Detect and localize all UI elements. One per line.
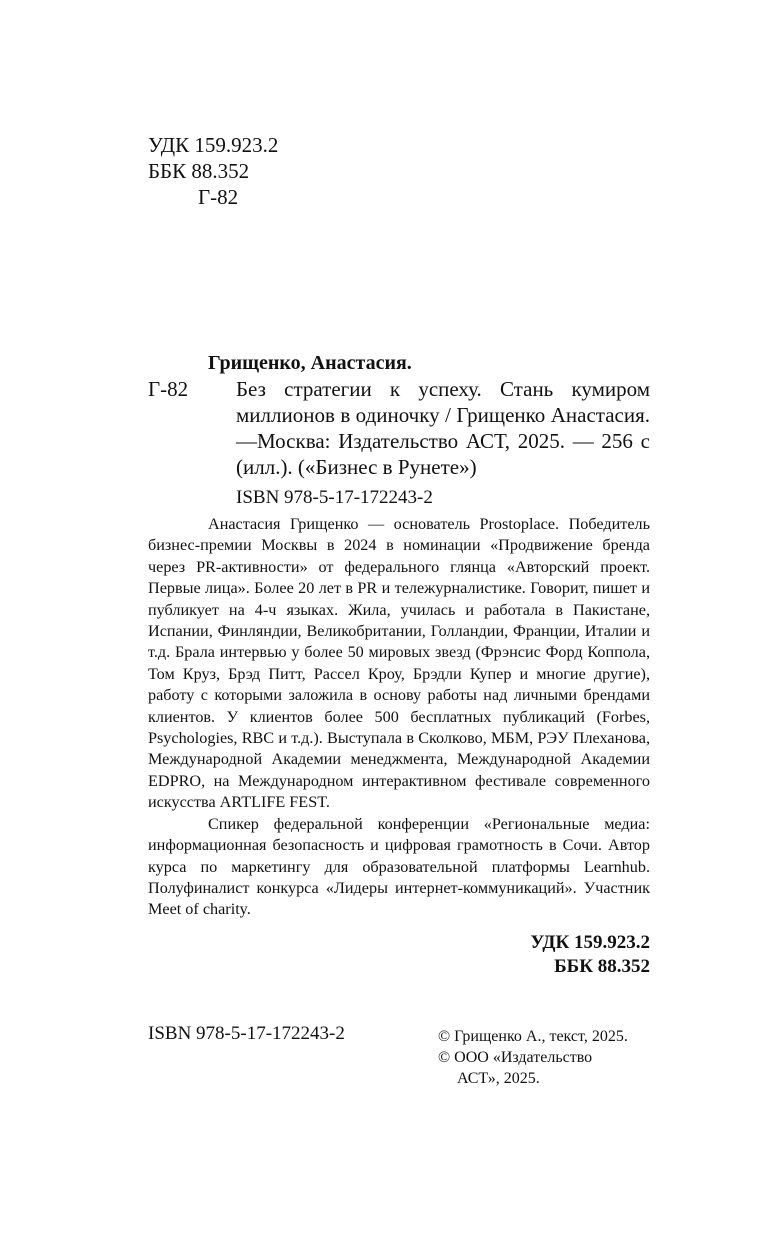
bbk-code-bold: ББК 88.352 [554, 955, 650, 977]
udk-code: УДК 159.923.2 [148, 133, 279, 157]
copyright-author: © Грищенко А., текст, 2025. [438, 1028, 628, 1045]
bibliographic-description: Без стратегии к успеху. Стань кумиром миллионов в одиночку / Грищенко Анастасия. —Москва: Издательство АСТ, 2025. — 256 с (илл.). («Бизнес в Рунете») [236, 377, 650, 479]
footer-isbn: ISBN 978-5-17-172243-2 [148, 1023, 345, 1044]
classification-block [148, 931, 650, 979]
catalog-author: Грищенко, Анастасия. [208, 352, 412, 374]
annotation [148, 514, 650, 921]
annotation-paragraph: Спикер федеральной конференции «Региональные медиа: информационная безопасность и цифровая грамотность в Сочи. Автор курса по маркетингу для образовательной платформы Learnhub. Полуфиналист конкурса «Лидеры интернет-коммуникаций». Участник Meet of charity. [148, 814, 650, 919]
copyright-block [438, 1026, 628, 1089]
bbk-code: ББК 88.352 [148, 159, 250, 183]
author-cipher-code: Г-82 [198, 185, 239, 209]
catalog-card [148, 350, 650, 979]
copyright-publisher: © ООО «Издательство [438, 1049, 593, 1066]
annotation-paragraph: Анастасия Грищенко — основатель Prostoplace. Победитель бизнес-премии Москвы в 2024 в номинации «Продвижение бренда через PR-активности» от федерального глянца «Авторский проект. Первые лица». Более 20 лет в PR и тележурналистике. Говорит, пишет и публикует на 4-ч языках. Жила, училась и работала в Пакистане, Испании, Финляндии, Великобритании, Голландии, Франции, Италии и т.д. Брала интервью у более 50 мировых звезд (Фрэнсис Форд Коппола, Том Круз, Брэд Питт, Рассел Кроу, Брэдли Купер и многие другие), работу с которыми заложила в основу работы над личными брендами клиентов. У клиентов более 500 бесплатных публикаций (Forbes, Psychologies, RBC и т.д.). Выступала в Сколково, МБМ, РЭУ Плеханова, Международной Академии менеджмента, Международной Академии EDPRO, на Международном интерактивном фестивале современного искусства ARTLIFE FEST. [148, 515, 650, 812]
catalog-isbn: ISBN 978-5-17-172243-2 [236, 487, 433, 508]
classification-header [148, 132, 278, 210]
udk-code-bold: УДК 159.923.2 [530, 931, 650, 953]
catalog-cipher: Г-82 [148, 377, 189, 401]
copyright-publisher-cont: АСТ», 2025. [457, 1070, 540, 1087]
catalog-entry [148, 376, 650, 480]
